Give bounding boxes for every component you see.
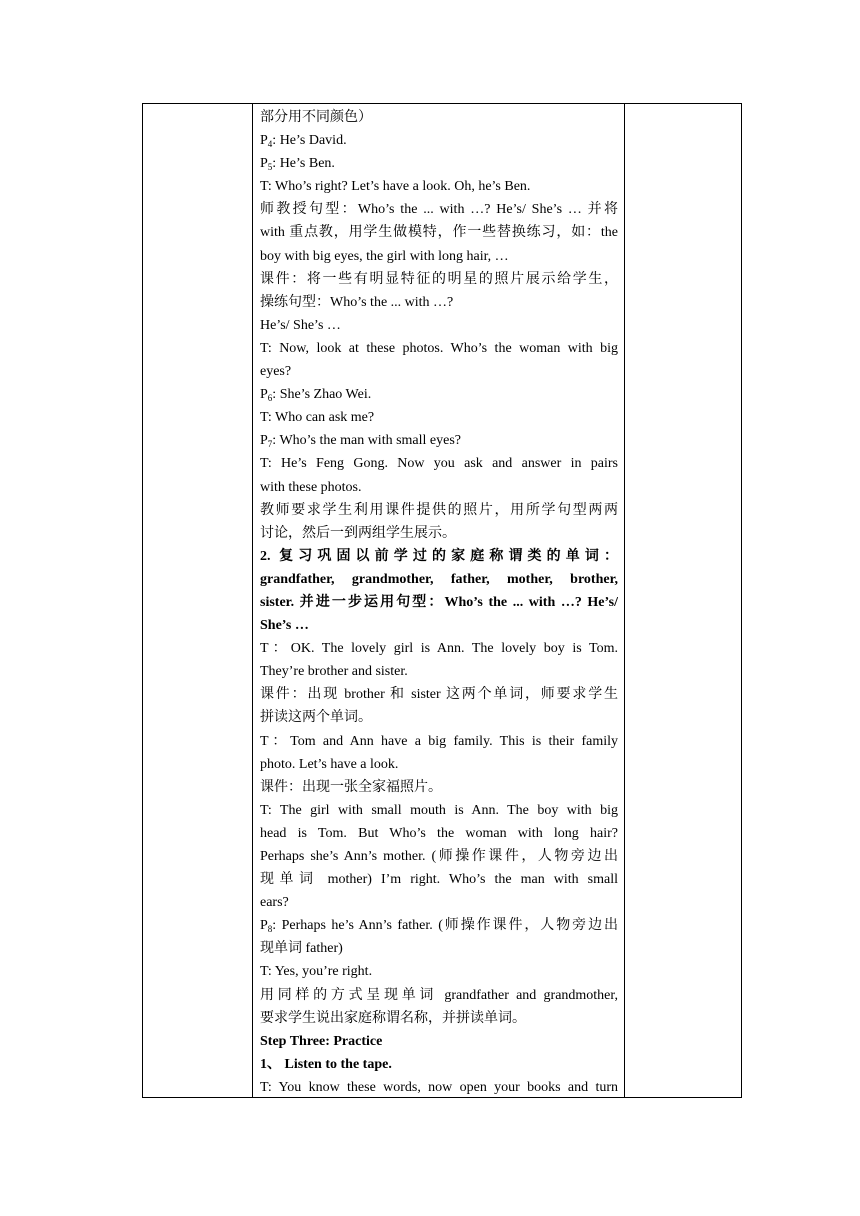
text-line: photo. Let’s have a look. — [260, 756, 399, 772]
text-line: eyes? — [260, 364, 292, 380]
speaker-number: 6 — [267, 393, 273, 404]
speaker-number: 8 — [267, 924, 273, 935]
section-heading: She’s … — [260, 618, 309, 634]
step-heading: Step Three: Practice — [260, 1033, 383, 1049]
dialogue-line: $P_8$: Perhaps he’s Ann’s father. (师操作课件，人物旁边出 — [260, 918, 618, 935]
text-line: T: Now, look at these photos. Who’s the woman with big — [260, 340, 618, 356]
text-line: T: You know these words, now open your books and turn — [260, 1079, 618, 1095]
text-line: He’s/ She’s … — [260, 317, 341, 333]
section-heading: 2. 复习巩固以前学过的家庭称谓类的单词： — [260, 548, 618, 564]
dialogue-text: Who’s the man with small eyes? — [279, 433, 462, 449]
text-line: 用同样的方式呈现单词 grandfather and grandmother, — [260, 987, 618, 1003]
speaker-number: 5 — [267, 162, 273, 173]
content-column — [253, 104, 625, 1098]
lesson-text — [253, 104, 624, 1097]
dialogue-line: $P_7$: Who’s the man with small eyes? — [260, 433, 462, 450]
dialogue-text: She’s Zhao Wei. — [279, 387, 372, 403]
dialogue-text: He’s Ben. — [279, 156, 335, 172]
lesson-plan-table — [142, 103, 742, 1098]
text-line: with 重点教，用学生做模特，作一些替换练习，如：the — [260, 225, 618, 241]
text-line: 讨论，然后一到两组学生展示。 — [260, 525, 456, 541]
step-subheading: 1、 Listen to the tape. — [260, 1056, 392, 1072]
text-line: 课件：出现 brother 和 sister 这两个单词，师要求学生 — [260, 687, 618, 703]
text-line: T：OK. The lovely girl is Ann. The lovely boy is Tom. — [260, 641, 618, 657]
speaker-label: P — [260, 156, 268, 172]
text-line: 现单词 father) — [260, 941, 343, 957]
dialogue-line: $P_4$: He’s David. — [260, 133, 347, 150]
text-line: 操练句型：Who’s the ... with …? — [260, 294, 454, 310]
text-line: head is Tom. But Who’s the woman with long hair? — [260, 825, 618, 841]
speaker-number: 4 — [267, 139, 273, 150]
text-line: 部分用不同颜色） — [260, 110, 372, 125]
text-line: ears? — [260, 895, 289, 911]
table-row — [143, 104, 742, 1098]
speaker-label: P — [260, 918, 268, 934]
text-line: 拼读这两个单词。 — [260, 710, 372, 726]
text-line: 师教授句型：Who’s the ... with …? He’s/ She’s … 并将 — [260, 202, 618, 218]
text-line: T: Who can ask me? — [260, 410, 375, 426]
text-line: 要求学生说出家庭称谓名称，并拼读单词。 — [260, 1010, 526, 1026]
dialogue-line: $P_5$: He’s Ben. — [260, 156, 335, 173]
speaker-label: P — [260, 387, 268, 403]
speaker-number: 7 — [267, 439, 273, 450]
dialogue-text: He’s David. — [279, 133, 347, 149]
text-line: T：Tom and Ann have a big family. This is their family — [260, 733, 618, 749]
text-line: 课件：将一些有明显特征的明星的照片展示给学生， — [260, 271, 618, 287]
text-line: Perhaps she’s Ann’s mother. (师操作课件，人物旁边出 — [260, 849, 618, 864]
text-line: They’re brother and sister. — [260, 664, 408, 680]
text-line: T: He’s Feng Gong. Now you ask and answer in pairs — [260, 456, 618, 472]
text-line: 现单词 mother) I’m right. Who’s the man with small — [260, 872, 618, 888]
text-line: T: Yes, you’re right. — [260, 964, 373, 980]
speaker-label: P — [260, 133, 268, 149]
text-line: T: The girl with small mouth is Ann. The boy with big — [260, 802, 618, 818]
text-line: with these photos. — [260, 479, 362, 495]
dialogue-line: $P_6$: She’s Zhao Wei. — [260, 387, 372, 404]
right-column — [625, 104, 742, 1098]
text-line: T: Who’s right? Let’s have a look. Oh, he’s Ben. — [260, 179, 531, 195]
dialogue-text: Perhaps he’s Ann’s father. (师操作课件，人物旁边出 — [281, 918, 618, 934]
left-column — [143, 104, 253, 1098]
speaker-label: P — [260, 433, 268, 449]
section-heading: sister. 并进一步运用句型：Who’s the ... with …? He’s/ — [260, 594, 618, 610]
section-heading: grandfather, grandmother, father, mother, brother, — [260, 571, 618, 587]
text-line: 教师要求学生利用课件提供的照片，用所学句型两两 — [260, 502, 618, 518]
text-line: 课件：出现一张全家福照片。 — [260, 779, 442, 795]
text-line: boy with big eyes, the girl with long hair, … — [260, 248, 509, 264]
